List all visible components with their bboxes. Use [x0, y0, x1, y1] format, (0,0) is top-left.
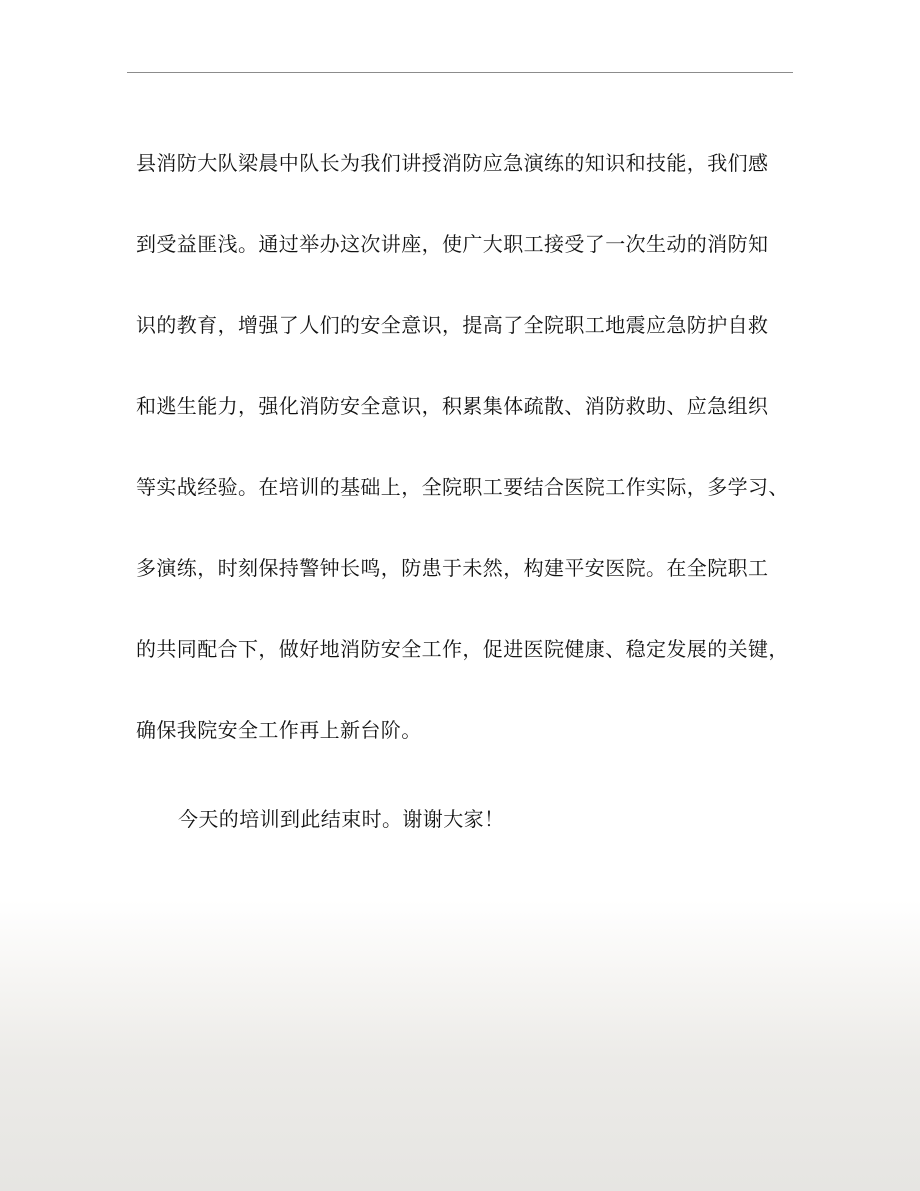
paragraph-line: 识的教育，增强了人们的安全意识，提高了全院职工地震应急防护自救 — [136, 312, 769, 337]
paragraph-line: 等实战经验。在培训的基础上，全院职工要结合医院工作实际，多学习、 — [136, 474, 789, 499]
paragraph-line: 的共同配合下，做好地消防安全工作，促进医院健康、稳定发展的关键， — [136, 636, 789, 661]
paragraph-line: 多演练，时刻保持警钟长鸣，防患于未然，构建平安医院。在全院职工 — [136, 555, 769, 580]
paragraph-line: 到受益匪浅。通过举办这次讲座，使广大职工接受了一次生动的消防知 — [136, 231, 769, 256]
body-paragraph — [136, 102, 796, 791]
paragraph-line: 确保我院安全工作再上新台阶。 — [136, 717, 422, 742]
paragraph-line: 和逃生能力，强化消防安全意识，积累集体疏散、消防救助、应急组织 — [136, 393, 769, 418]
header-divider — [127, 72, 793, 73]
closing-line: 今天的培训到此结束时。谢谢大家！ — [178, 806, 505, 831]
paragraph-line: 县消防大队梁晨中队长为我们讲授消防应急演练的知识和技能，我们感 — [136, 150, 769, 175]
document-body — [136, 102, 796, 839]
